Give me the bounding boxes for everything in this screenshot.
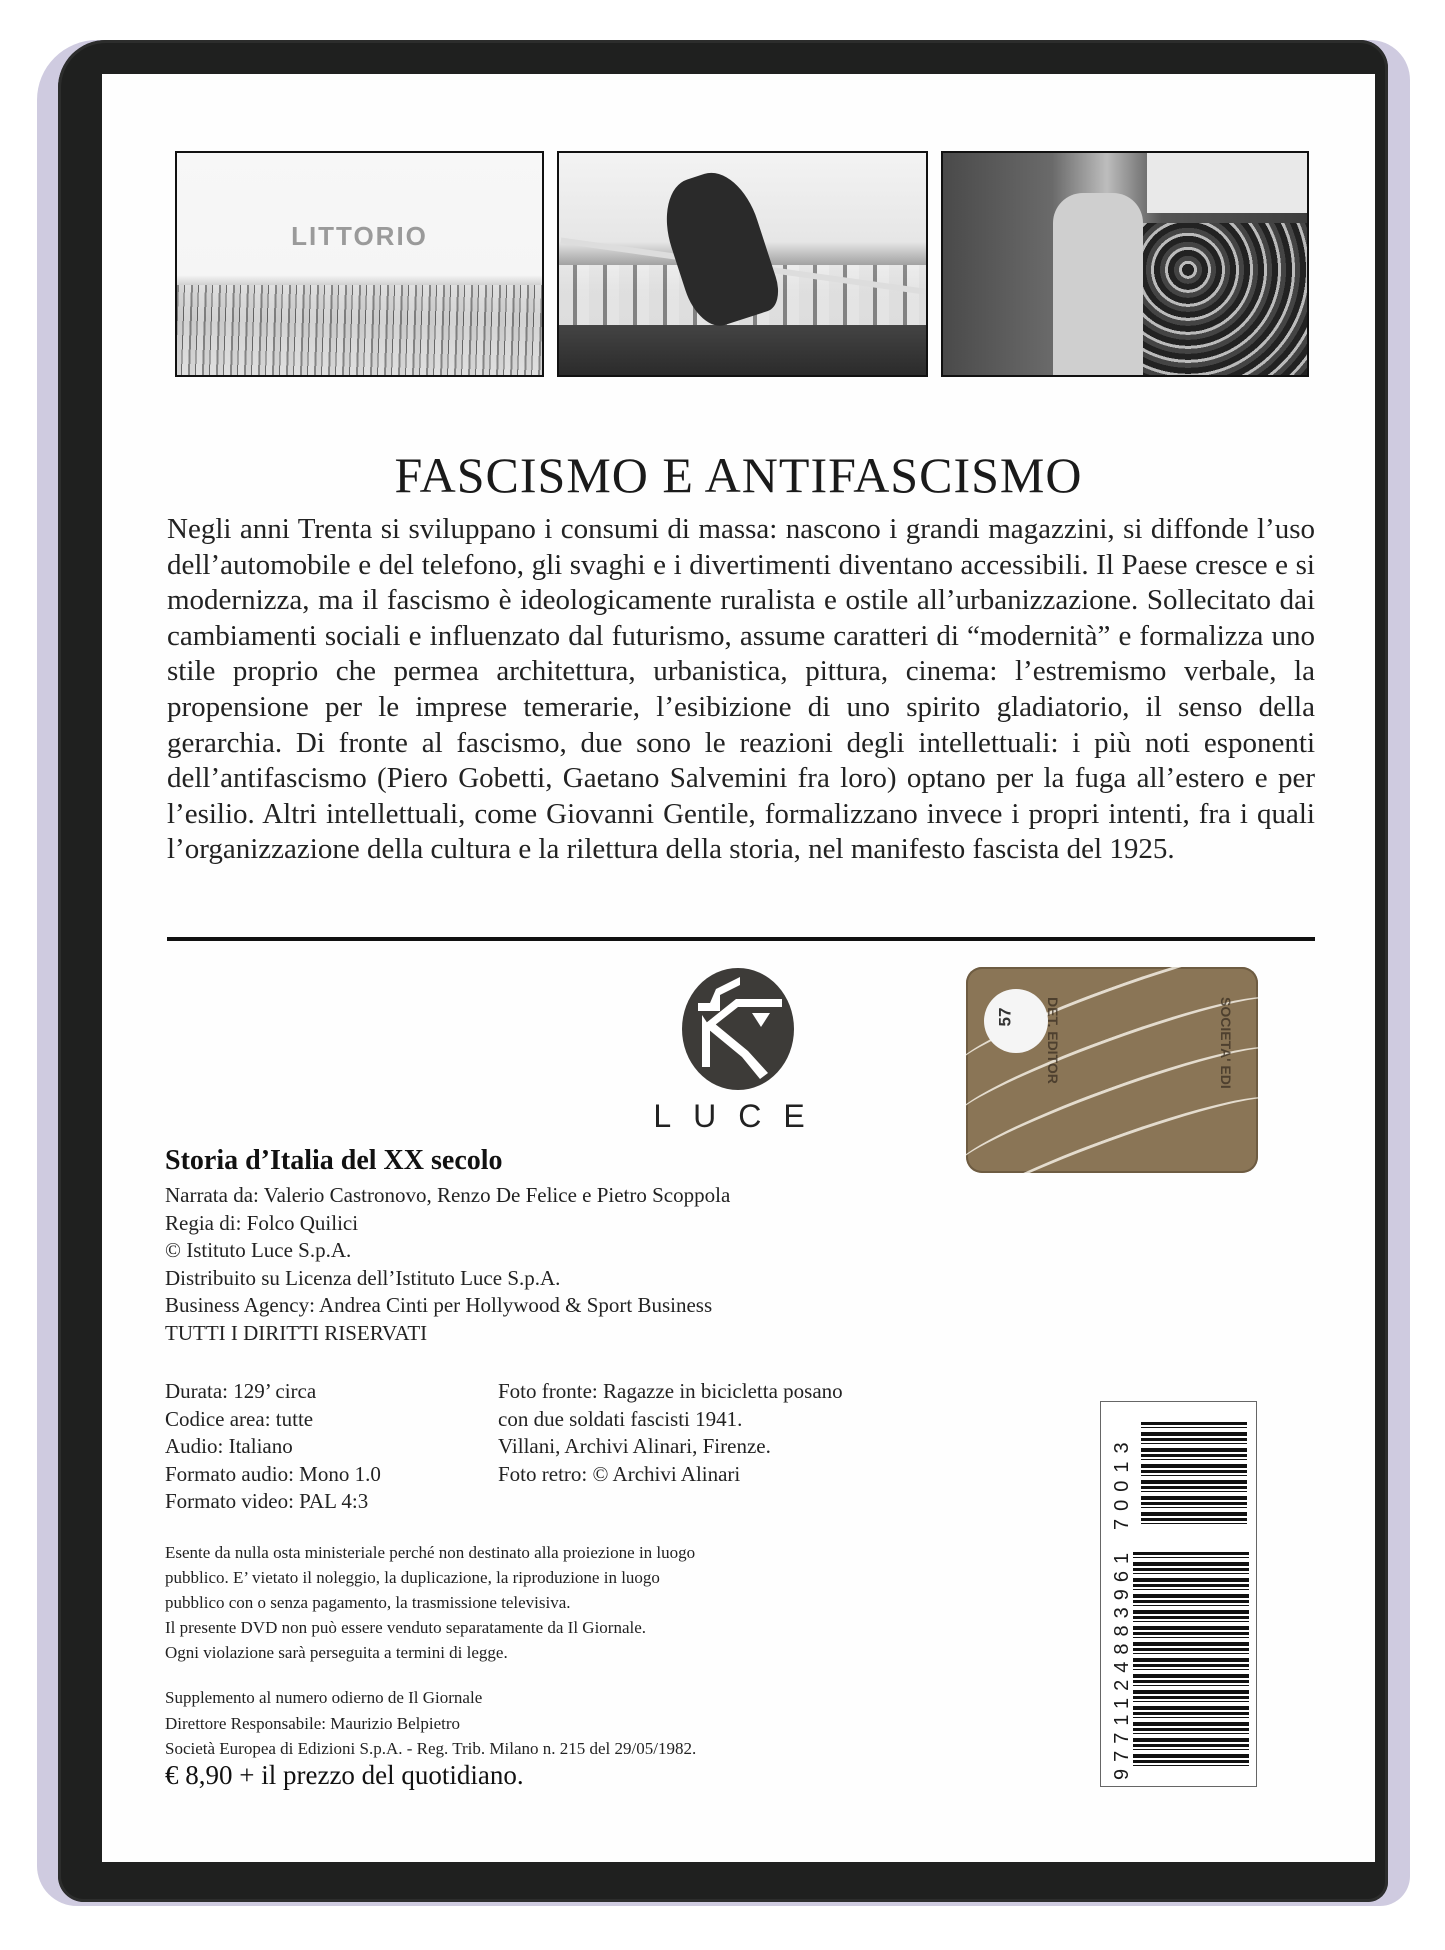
supplement-info xyxy=(165,1685,696,1762)
section-divider xyxy=(167,937,1315,941)
credit-line: Narrata da: Valerio Castronovo, Renzo De Felice e Pietro Scoppola xyxy=(165,1183,731,1207)
siae-seal xyxy=(984,989,1048,1053)
seal-number: 57 xyxy=(995,1007,1015,1027)
legal-line: Il presente DVD non può essere venduto separatamente da Il Giornale. xyxy=(165,1618,647,1637)
sticker-text: DET. EDITOR xyxy=(1045,997,1061,1084)
littorio-sign-text: LITTORIO xyxy=(291,221,428,251)
credit-line: Regia di: Folco Quilici xyxy=(165,1210,359,1235)
tech-specs xyxy=(165,1378,381,1516)
station-roof xyxy=(1147,153,1307,213)
addon-barcode-bars xyxy=(1141,1422,1247,1528)
spec-duration: Durata: 129’ circa xyxy=(165,1379,317,1403)
supplement-line: Supplemento al numero odierno de Il Giornale xyxy=(165,1688,483,1707)
credit-line: TUTTI I DIRITTI RISERVATI xyxy=(165,1320,428,1345)
girls-high-jump-photo xyxy=(557,151,928,377)
barcode xyxy=(1100,1401,1257,1787)
officials-salute-crowd-photo xyxy=(941,151,1309,377)
littorio-field-photo xyxy=(175,151,544,377)
addon-digits: 70013 xyxy=(1111,1434,1133,1530)
credit-line: Distribuito su Licenza dell’Istituto Luce S.p.A. xyxy=(165,1265,561,1290)
credits-block xyxy=(165,1182,730,1347)
main-barcode-bars xyxy=(1133,1552,1249,1770)
photo-credit-line: Foto retro: © Archivi Alinari xyxy=(498,1461,741,1486)
credit-line: © Istituto Luce S.p.A. xyxy=(165,1238,352,1262)
sticker-text: SOCIETA' EDI xyxy=(1218,997,1234,1089)
siae-hologram-sticker xyxy=(966,967,1258,1173)
luce-logo-text: LUCE xyxy=(653,1098,827,1134)
legal-line: Esente da nulla osta ministeriale perché non destinato alla proiezione in luogo xyxy=(165,1543,696,1562)
supplement-line: Società Europea di Edizioni S.p.A. - Reg. Trib. Milano n. 215 del 29/05/1982. xyxy=(165,1739,697,1758)
legal-line: pubblico con o senza pagamento, la trasmissione televisiva. xyxy=(165,1593,571,1612)
price-text: € 8,90 + il prezzo del quotidiano. xyxy=(165,1760,524,1790)
photo-credits xyxy=(498,1378,843,1488)
supplement-line: Direttore Responsabile: Maurizio Belpietro xyxy=(165,1713,461,1733)
credit-line: Business Agency: Andrea Cinti per Hollywood & Sport Business xyxy=(165,1293,713,1317)
synopsis-paragraph: Negli anni Trenta si sviluppano i consumi di massa: nascono i grandi magazzini, si diffonde l’uso dell’automobile e del telefono, gli svaghi e i divertimenti diventano accessibili. Il Paese cresce e si modernizza, ma il fascismo è ideologicamente ruralista e ostile all’urbanizzazione. Sollecitato dai cambiamenti sociali e influenzato dal futurismo, assume caratteri di “modernità” e formalizza uno stile proprio che permea architettura, urbanistica, pittura, cinema: l’estremismo verbale, la propensione per le imprese temerarie, l’esibizione di uno spirito gladiatorio, il senso della gerarchia. Di fronte al fascismo, due sono le reazioni degli intellettuali: i più noti esponenti dell’antifascismo (Piero Gobetti, Gaetano Salvemini fra loro) optano per la fuga all’estero e per l’esilio. Altri intellettuali, come Giovanni Gentile, formalizzano invece i propri intenti, fra i quali l’organizzazione della cultura e la rilettura della storia, nel manifesto fascista del 1925. xyxy=(167,513,1315,866)
legal-notice xyxy=(165,1540,695,1665)
spec-region: Codice area: tutte xyxy=(165,1406,314,1431)
wheat-field xyxy=(177,285,542,375)
saluting-crowd xyxy=(1137,223,1307,377)
spec-audio: Audio: Italiano xyxy=(165,1434,293,1458)
page-title: FASCISMO E ANTIFASCISMO xyxy=(394,447,1083,503)
photo-credit-line: Villani, Archivi Alinari, Firenze. xyxy=(498,1434,771,1458)
photo-credit-line: Foto fronte: Ragazze in bicicletta posano xyxy=(498,1379,843,1403)
spec-audio-format: Formato audio: Mono 1.0 xyxy=(165,1461,381,1486)
main-digits: 9771124883961 xyxy=(1111,1545,1133,1780)
series-title: Storia d’Italia del XX secolo xyxy=(165,1145,503,1176)
officials-group xyxy=(1053,193,1143,377)
legal-line: Ogni violazione sarà perseguita a termini di legge. xyxy=(165,1643,508,1662)
luce-logo-icon xyxy=(680,967,796,1091)
spec-video-format: Formato video: PAL 4:3 xyxy=(165,1489,369,1513)
legal-line: pubblico. E’ vietato il noleggio, la duplicazione, la riproduzione in luogo xyxy=(165,1568,660,1587)
photo-credit-line: con due soldati fascisti 1941. xyxy=(498,1406,743,1431)
